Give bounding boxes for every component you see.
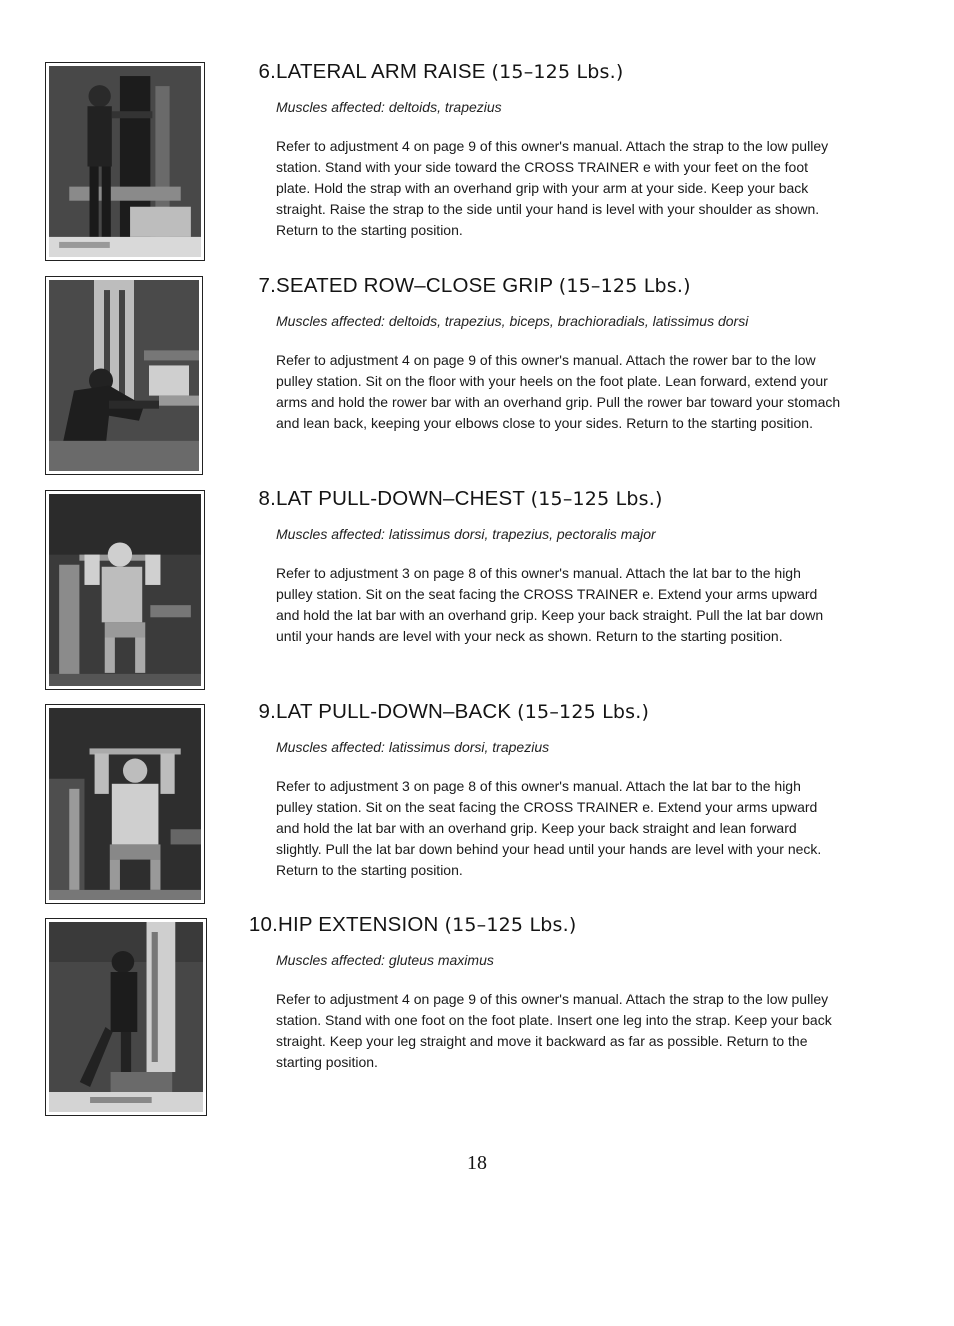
- exercise-title-text: HIP EXTENSION: [278, 913, 445, 936]
- exercise-title-text: LAT PULL-DOWN–CHEST: [276, 487, 531, 510]
- muscles-affected: Muscles affected: latissimus dorsi, trapezius, pectoralis major: [276, 526, 656, 542]
- exercise-number: 9.: [258, 700, 276, 723]
- exercise-heading: [232, 487, 852, 511]
- exercise-section-6: [232, 60, 852, 241]
- exercise-title-text: LATERAL ARM RAISE: [276, 60, 492, 83]
- exercise-section-10: [232, 913, 852, 1073]
- exercise-number: 6.: [258, 60, 276, 83]
- lateral-arm-raise-photo-icon: [49, 66, 201, 257]
- exercise-instructions: Refer to adjustment 4 on page 9 of this owner's manual. Attach the rower bar to the low pulley station. Sit on the floor with your heels on the foot plate. Lean forward, extend your arms and hold the rower bar with an overhand grip. Pull the rower bar toward your stomach and lean back, keeping your elbows close to your sides. Return to the starting position.: [276, 352, 841, 431]
- exercise-number: 8.: [258, 487, 276, 510]
- exercise-weight: (15–125 Lbs.): [444, 914, 577, 936]
- exercise-weight: (15–125 Lbs.): [558, 275, 691, 297]
- muscles-affected: Muscles affected: latissimus dorsi, trapezius: [276, 739, 550, 755]
- muscles-affected: Muscles affected: deltoids, trapezius, biceps, brachioradials, latissimus dorsi: [276, 313, 749, 329]
- exercise-instructions: Refer to adjustment 4 on page 9 of this owner's manual. Attach the strap to the low pulley station. Stand with one foot on the foot plate. Insert one leg into the strap. Keep your back straight. Keep your leg straight and move it backward as far as possible. Return to the starting position.: [276, 991, 832, 1070]
- exercise-photo-6: [45, 62, 205, 261]
- exercise-instructions: Refer to adjustment 3 on page 8 of this owner's manual. Attach the lat bar to the high pulley station. Sit on the seat facing the CROSS TRAINER e. Extend your arms upward and hold the lat bar with an overhand grip. Keep your back straight. Pull the lat bar down until your hands are level with your neck as shown. Return to the starting position.: [276, 565, 824, 644]
- exercise-photo-10: [45, 918, 207, 1116]
- exercise-title: [276, 60, 624, 84]
- seated-row-photo-icon: [49, 280, 199, 471]
- exercise-title: [276, 487, 663, 511]
- exercise-title: [276, 274, 691, 298]
- exercise-heading: [232, 700, 852, 724]
- exercise-instructions: Refer to adjustment 3 on page 8 of this owner's manual. Attach the lat bar to the high pulley station. Sit on the seat facing the CROSS TRAINER e. Extend your arms upward and hold the lat bar with an overhand grip. Keep your back straight and lean forward slightly. Pull the lat bar down behind your head until your hands are level with your neck. Return to the starting position.: [276, 778, 822, 878]
- exercise-section-8: [232, 487, 852, 647]
- exercise-photo-8: [45, 490, 205, 690]
- exercise-heading: [232, 913, 852, 937]
- exercise-section-9: [232, 700, 852, 881]
- exercise-photo-7: [45, 276, 203, 475]
- page-number: 18: [467, 1152, 487, 1174]
- exercise-title-text: SEATED ROW–CLOSE GRIP: [276, 274, 559, 297]
- muscles-affected: Muscles affected: deltoids, trapezius: [276, 99, 502, 115]
- exercise-title-text: LAT PULL-DOWN–BACK: [276, 700, 518, 723]
- exercise-heading: [232, 60, 852, 84]
- exercise-weight: (15–125 Lbs.): [530, 488, 663, 510]
- exercise-title: [278, 913, 576, 937]
- exercise-heading: [232, 274, 852, 298]
- exercise-photo-9: [45, 704, 205, 904]
- exercise-section-7: [232, 274, 852, 434]
- lat-pulldown-back-photo-icon: [49, 708, 201, 900]
- exercise-weight: (15–125 Lbs.): [517, 701, 650, 723]
- hip-extension-photo-icon: [49, 922, 203, 1112]
- exercise-number: 7.: [258, 274, 276, 297]
- exercise-instructions: Refer to adjustment 4 on page 9 of this owner's manual. Attach the strap to the low pulley station. Stand with your side toward the CROSS TRAINER e with your feet on the foot plate. Hold the strap with an overhand grip with your arm at your side. Keep your back straight. Raise the strap to the side until your hand is level with your shoulder as shown. Return to the starting position.: [276, 138, 829, 238]
- exercise-title: [276, 700, 649, 724]
- muscles-affected: Muscles affected: gluteus maximus: [276, 952, 494, 968]
- exercise-number: 10.: [248, 913, 278, 936]
- exercise-weight: (15–125 Lbs.): [491, 61, 624, 83]
- lat-pulldown-chest-photo-icon: [49, 494, 201, 686]
